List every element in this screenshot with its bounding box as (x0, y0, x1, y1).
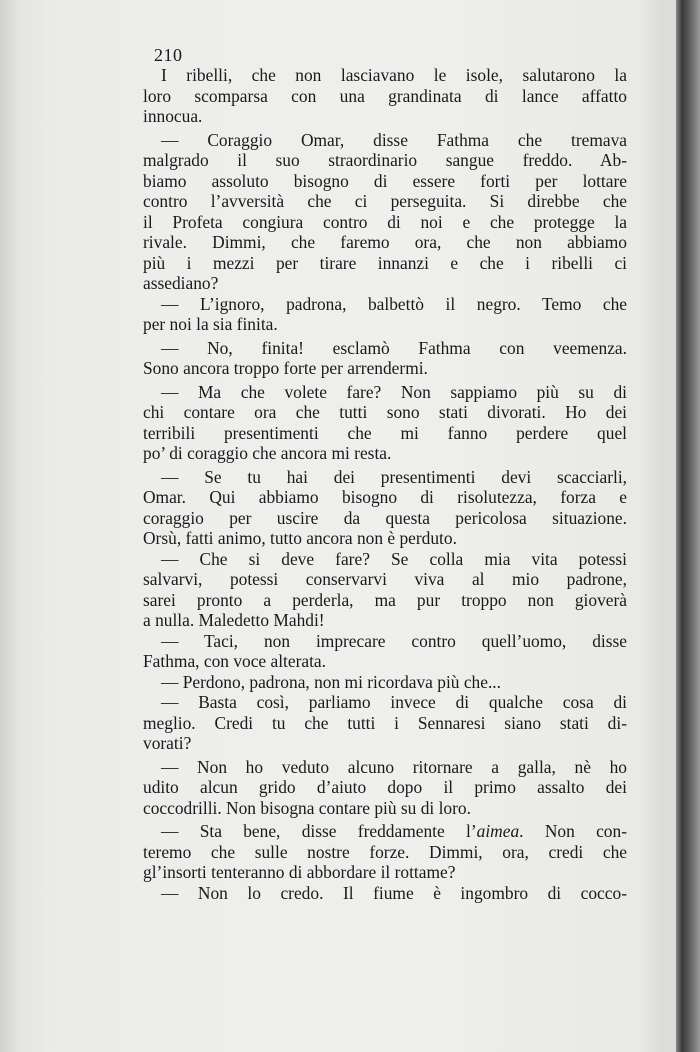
text-line: chi contare ora che tutti sono stati divorati. Ho dei (143, 402, 627, 422)
text-line (143, 821, 627, 842)
text-line: Fathma, con voce alterata. (143, 651, 327, 671)
text-line: teremo che sulle nostre forze. Dimmi, ora, credi che (143, 841, 627, 862)
text-line: — Non ho veduto alcuno ritornare a galla, nè ho (161, 756, 627, 777)
text-line: — L’ignoro, padrona, balbettò il negro. Temo che (161, 293, 627, 314)
text-line: meglio. Credi tu che tutti i Sennaresi siano stati di- (143, 712, 627, 733)
text-line: po’ di coraggio che ancora mi resta. (143, 443, 392, 463)
text-line: vorati? (143, 733, 192, 753)
text-line: Sono ancora troppo forte per arrendermi. (143, 358, 428, 378)
text-line: sarei pronto a perderla, ma pur troppo non gioverà (143, 589, 627, 610)
text-line: gl’insorti tenteranno di abbordare il rottame? (143, 862, 456, 882)
text-line: — Non lo credo. Il fiume è ingombro di cocco- (161, 882, 627, 903)
text-line: per noi la sia finita. (143, 314, 278, 334)
text-line: malgrado il suo straordinario sangue freddo. Ab- (143, 150, 627, 170)
page-text-block (143, 44, 627, 903)
text-line: il Profeta congiura contro di noi e che protegge la (143, 211, 627, 232)
italic-word: aimea (476, 821, 520, 841)
text-line: coraggio per uscire da questa pericolosa situazione. (143, 507, 627, 528)
text-line: rivale. Dimmi, che faremo ora, che non abbiamo (143, 232, 627, 252)
text-line: — Ma che volete fare? Non sappiamo più su di (161, 381, 627, 402)
book-spine-shadow (676, 0, 700, 1052)
text-line: Omar. Qui abbiamo bisogno di risolutezza, forza e (143, 487, 627, 507)
text-line: contro l’avversità che ci perseguita. Si direbbe che (143, 191, 627, 211)
text-line: più i mezzi per tirare innanzi e che i ribelli ci (143, 252, 627, 273)
text-line: — Perdono, padrona, non mi ricordava più che... (161, 671, 501, 692)
text-fragment: — Sta bene, disse freddamente l’ (161, 821, 477, 841)
text-line: coccodrilli. Non bisogna contare più su di loro. (143, 797, 471, 818)
text-line: — Basta così, parliamo invece di qualche cosa di (161, 692, 627, 712)
text-line: assediano? (143, 273, 219, 293)
text-line: udito alcun grido d’aiuto dopo il primo assalto dei (143, 777, 627, 797)
text-line: — No, finita! esclamò Fathma con veemenza. (161, 337, 627, 358)
text-line: loro scomparsa con una grandinata di lance affatto (143, 85, 627, 106)
page-number: 210 (154, 45, 183, 65)
text-line: biamo assoluto bisogno di essere forti per lottare (143, 170, 627, 191)
text-line: — Taci, non imprecare contro quell’uomo, disse (161, 630, 627, 651)
text-line: — Se tu hai dei presentimenti devi scacciarli, (161, 466, 627, 487)
text-fragment: . Non con- (519, 821, 627, 841)
text-line: — Coraggio Omar, disse Fathma che tremava (161, 129, 627, 150)
text-line: — Che si deve fare? Se colla mia vita potessi (161, 548, 627, 569)
text-line: a nulla. Maledetto Mahdi! (143, 610, 325, 630)
text-line: salvarvi, potessi conservarvi viva al mio padrone, (143, 569, 627, 589)
text-line: innocua. (143, 106, 203, 126)
text-line: Orsù, fatti animo, tutto ancora non è perduto. (143, 528, 457, 548)
text-line: I ribelli, che non lasciavano le isole, salutarono la (161, 65, 627, 85)
text-line: terribili presentimenti che mi fanno perdere quel (143, 422, 627, 443)
